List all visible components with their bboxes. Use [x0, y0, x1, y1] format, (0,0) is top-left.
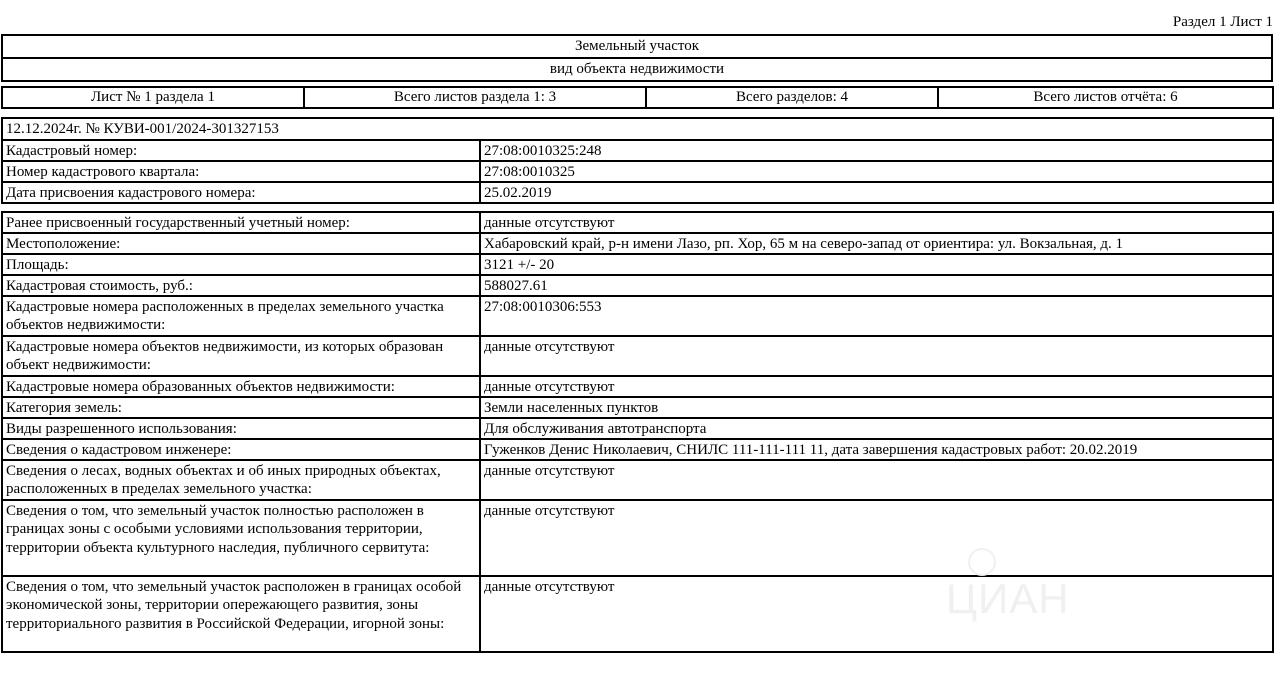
- table-row: [3, 499, 1272, 575]
- field-label: Площадь:: [3, 255, 481, 274]
- field-value: 25.02.2019: [484, 185, 552, 202]
- page-reference: Раздел 1 Лист 1: [1172, 14, 1273, 30]
- table-row: [3, 160, 1272, 181]
- sheet-number: Лист № 1 раздела 1: [3, 88, 305, 107]
- field-label: Номер кадастрового квартала:: [3, 162, 481, 181]
- field-label: Категория земель:: [3, 398, 481, 417]
- table-row: [3, 253, 1272, 274]
- field-label: Кадастровые номера образованных объектов недвижимости:: [3, 377, 481, 396]
- table-row: [3, 417, 1272, 438]
- table-row: [3, 139, 1272, 160]
- total-sections: Всего разделов: 4: [647, 88, 939, 107]
- cadastral-identification-table: [1, 117, 1274, 204]
- field-value: 27:08:0010325: [484, 164, 575, 181]
- field-label: Кадастровые номера расположенных в пределах земельного участка объектов недвижимости:: [3, 297, 481, 335]
- field-value: 27:08:0010325:248: [484, 143, 602, 160]
- sheets-info-table: [1, 86, 1274, 109]
- field-label: Сведения о том, что земельный участок полностью расположен в границах зоны с особыми условиями использования территории, территории объекта культурного наследия, публичного сервитута:: [3, 501, 481, 575]
- field-label: Кадастровый номер:: [3, 141, 481, 160]
- field-value: данные отсутствуют: [484, 503, 615, 519]
- field-label: Виды разрешенного использования:: [3, 419, 481, 438]
- table-row: [3, 213, 1272, 232]
- watermark-logo-icon: [968, 548, 996, 576]
- field-value: Земли населенных пунктов: [484, 400, 659, 416]
- field-label: Сведения о том, что земельный участок расположен в границах особой экономической зоны, территории опережающего развития, зоны территориального развития в Российской Федерации, игорной зоны:: [3, 577, 481, 651]
- field-label: Ранее присвоенный государственный учетный номер:: [3, 213, 481, 232]
- field-label: Сведения о кадастровом инженере:: [3, 440, 481, 459]
- field-value: данные отсутствуют: [484, 215, 615, 231]
- field-value: данные отсутствуют: [484, 379, 615, 395]
- table-row: [3, 295, 1272, 335]
- field-value: 588027.61: [484, 278, 548, 294]
- field-label: Местоположение:: [3, 234, 481, 253]
- field-label: Дата присвоения кадастрового номера:: [3, 183, 481, 202]
- field-label: Кадастровая стоимость, руб.:: [3, 276, 481, 295]
- table-row: [3, 375, 1272, 396]
- table-row: [3, 438, 1272, 459]
- watermark-text: ЦИАН: [946, 575, 1070, 622]
- total-section-sheets: Всего листов раздела 1: 3: [305, 88, 647, 107]
- field-value: данные отсутствуют: [484, 463, 615, 479]
- table-row: [3, 232, 1272, 253]
- field-value: 3121 +/- 20: [484, 257, 555, 273]
- document-reference-row: [3, 119, 1272, 139]
- field-value: 27:08:0010306:553: [484, 299, 602, 315]
- field-label: Кадастровые номера объектов недвижимости, из которых образован объект недвижимости:: [3, 337, 481, 375]
- table-row: [3, 396, 1272, 417]
- object-title: Земельный участок: [574, 38, 700, 55]
- table-row: [3, 274, 1272, 295]
- field-value: Гуженков Денис Николаевич, СНИЛС 111-111-111 11, дата завершения кадастровых работ: 20.02.2019: [484, 442, 1138, 458]
- table-row: [3, 459, 1272, 499]
- object-type-caption: вид объекта недвижимости: [3, 57, 1271, 80]
- field-value: данные отсутствуют: [484, 339, 615, 355]
- table-row: [3, 181, 1272, 202]
- field-value: данные отсутствуют: [484, 579, 615, 595]
- field-value: Хабаровский край, р-н имени Лазо, рп. Хор, 65 м на северо-запад от ориентира: ул. Вокзальная, д. 1: [484, 236, 1124, 252]
- land-plot-details-table: [1, 211, 1274, 653]
- total-report-sheets: Всего листов отчёта: 6: [1033, 89, 1178, 106]
- table-row: [3, 575, 1272, 651]
- object-type-header: [1, 34, 1273, 82]
- field-value: Для обслуживания автотранспорта: [484, 421, 707, 437]
- document-reference: 12.12.2024г. № КУВИ-001/2024-301327153: [6, 121, 279, 137]
- field-label: Сведения о лесах, водных объектах и об иных природных объектах, расположенных в пределах земельного участка:: [3, 461, 481, 499]
- table-row: [3, 335, 1272, 375]
